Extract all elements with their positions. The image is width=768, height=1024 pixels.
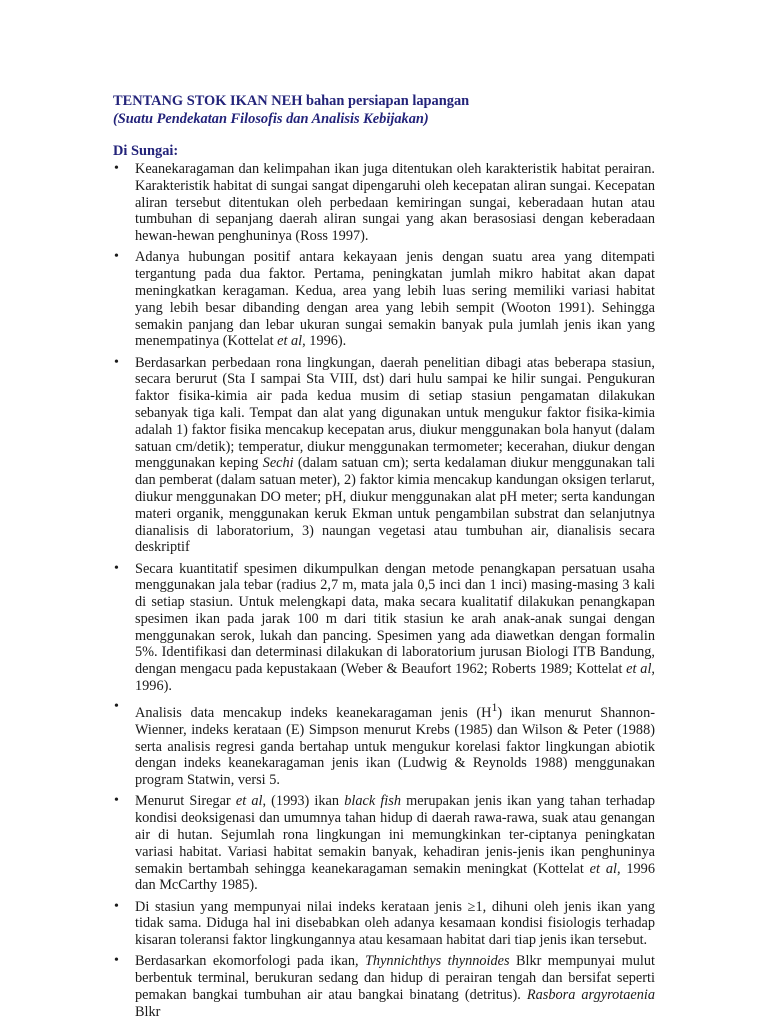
item-text: Secara kuantitatif spesimen dikumpulkan dengan metode penangkapan persatuan usaha menggunakan jala tebar (radius 2,7 m, mata jala 0,5 inci dan 1 inci) masing-masing 3 kali di setiap stasiun. Untuk melengkapi data, maka secara kualitatif dilakukan penangkapan spesimen ikan pada jarak 100 m dari titik stasiun ke arah anak-anak sungai dengan menggunakan serok, lukah dan pancing. Spesimen yang ada diawetkan dengan formalin 5%. Identifikasi dan determinasi dilakukan di laboratorium jurusan Biologi ITB Bandung, dengan mengacu pada kepustakaan (Weber & Beaufort 1962; Roberts 1989; Kottelat (135, 560, 655, 678)
item-italic: Rasbora argyrotaenia (526, 986, 655, 1003)
item-superscript: 1 (491, 700, 498, 715)
document-subtitle: (Suatu Pendekatan Filosofis dan Analisis Kebijakan) (113, 111, 429, 127)
item-text: , 1996). (135, 661, 655, 695)
item-italic: Sechi (262, 455, 294, 472)
item-italic: black fish (344, 793, 401, 810)
list-item (113, 699, 655, 789)
item-text: Berdasarkan perbedaan rona lingkungan, daerah penelitian dibagi atas beberapa stasiun, secara berurut (Sta I sampai Sta VIII, dst) dari hulu sampai ke hilir sungai. Pengukuran faktor fisika-kimia air pada kedua musim di setiap stasiun pengamatan dilakukan sebanyak tiga kali. Tempat dan alat yang digunakan untuk mengukur faktor fisika-kimia adalah 1) faktor fisika mencakup kecepatan arus, diukur menggunakan bola hanyut (dalam satuan cm/detik); temperatur, diukur menggunakan termometer; kecerahan, diukur dengan menggunakan keping (135, 354, 655, 472)
item-text: Blkr mempunyai mulut berbentuk terminal, berukuran sedang dan hidup di perairan tengah dan bersifat seperti pemakan bangkai tumbuhan air atau bangkai binatang (detritus). (135, 953, 655, 1003)
item-text: Berdasarkan ekomorfologi pada ikan, (135, 953, 365, 970)
list-item (113, 249, 655, 350)
item-text: , (1993) ikan (262, 793, 345, 810)
list-item (113, 355, 655, 557)
list-item (113, 899, 655, 949)
bullet-list (113, 161, 655, 1021)
item-italic: et al (235, 793, 263, 810)
document-header (113, 92, 469, 128)
list-item (113, 561, 655, 695)
item-italic: Thynnichthys thynnoides (364, 953, 510, 970)
item-text: Menurut Siregar (135, 793, 236, 810)
item-text: Di stasiun yang mempunyai nilai indeks kerataan jenis ≥1, dihuni oleh jenis ikan yang tidak sama. Diduga hal ini disebabkan oleh adanya kesamaan kondisi fisiologis terhadap kisaran toleransi faktor lingkungannya atau kesamaan habitat dari tiap jenis ikan tersebut. (135, 898, 655, 949)
item-italic: et al (589, 860, 617, 877)
item-italic: et al (277, 333, 303, 350)
document-title: TENTANG STOK IKAN NEH bahan persiapan lapangan (113, 93, 470, 109)
item-text: Keanekaragaman dan kelimpahan ikan juga ditentukan oleh karakteristik habitat perairan. Karakteristik habitat di sungai sangat dipengaruhi oleh kecepatan aliran sungai. Kecepatan aliran tersebut ditentukan oleh perbedaan kemiringan sungai, keberadaan hutan atau tumbuhan di sepanjang daerah aliran sungai yang akan berasosiasi dengan keberadaan hewan-hewan penghuninya (Ross 1997). (135, 161, 655, 245)
item-text: Blkr (135, 1003, 161, 1020)
item-text: (dalam satuan cm); serta kedalaman diukur menggunakan tali dan pemberat (dalam satuan meter), 2) faktor kimia mencakup kandungan oksigen terlarut, diukur menggunakan DO meter; pH, diukur menggunakan alat pH meter; serta kandungan materi organik, menggunakan keruk Ekman untuk pengambilan substrat dan selanjutnya dianalisis di laboratorium, 3) naungan vegetasi atau tumbuhan air, dianalisis secara deskriptif (135, 455, 655, 556)
item-text: merupakan jenis ikan yang tahan terhadap kondisi deoksigenasi dan umumnya tahan hidup di daerah rawa-rawa, suak atau genangan air di hutan. Sejumlah rona lingkungan ini memungkinkan ter-ciptanya peningkatan variasi habitat. Variasi habitat semakin banyak, kehadiran jenis-jenis ikan penghuninya semakin bertambah sehingga keanekaragaman semakin meningkat (Kottelat (135, 793, 656, 877)
list-item (113, 793, 655, 894)
item-text: ) ikan menurut Shannon-Wienner, indeks kerataan (E) Simpson menurut Krebs (1985) dan Wilson & Peter (1988) serta analisis regresi ganda bertahap untuk mengukur korelasi faktor lingkungan abiotik dengan indeks keanekaragaman jenis ikan (Ludwig & Reynolds 1988) menggunakan program Statwin, versi 5. (135, 705, 655, 789)
item-text: , 1996 dan McCarthy 1985). (135, 860, 655, 894)
item-italic: et al (626, 661, 652, 678)
list-item (113, 953, 655, 1020)
list-item (113, 161, 655, 245)
item-text: , 1996). (302, 333, 347, 350)
section-heading: Di Sungai: (113, 143, 179, 159)
item-text: Adanya hubungan positif antara kekayaan jenis dengan suatu area yang ditempati tergantung pada dua faktor. Pertama, peningkatan jumlah mikro habitat akan dapat meningkatkan keragaman. Kedua, area yang lebih luas sering memiliki variasi habitat yang lebih besar dibanding dengan area yang lebih sempit (Wooton 1991). Sehingga semakin panjang dan lebar ukuran sungai semakin banyak pula jumlah jenis ikan yang menempatinya (Kottelat (135, 249, 655, 350)
item-text: Analisis data mencakup indeks keanekaragaman jenis (H (135, 705, 492, 722)
